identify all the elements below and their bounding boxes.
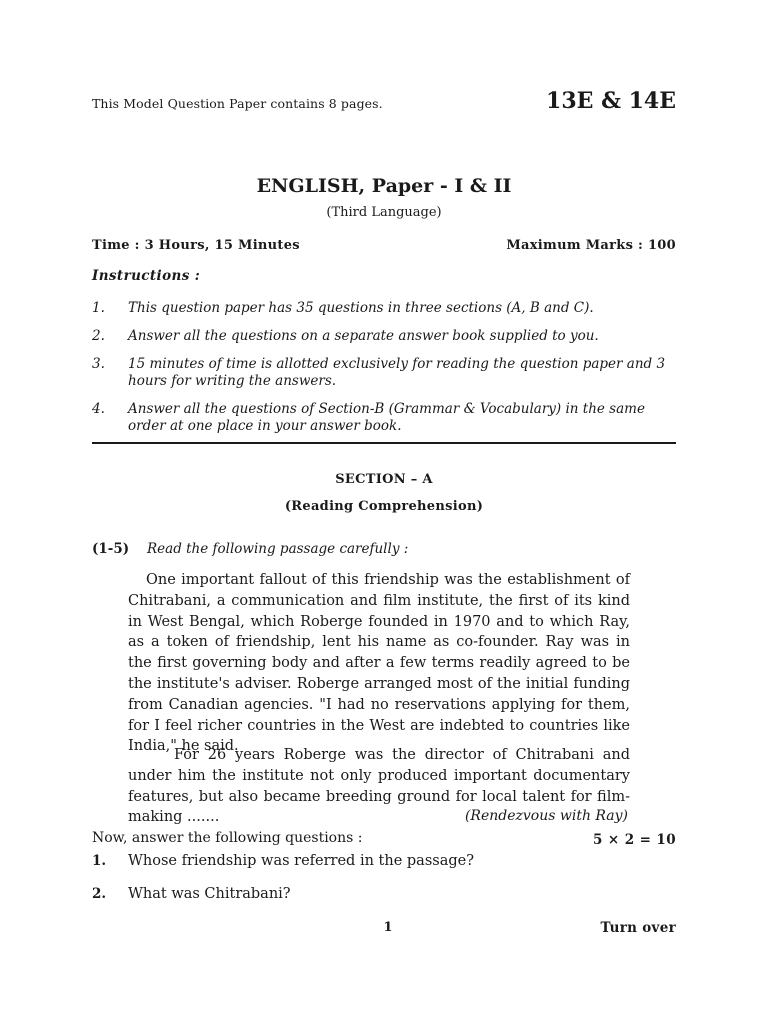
- instruction-item: [92, 328, 676, 345]
- instruction-item: [92, 300, 676, 317]
- passage-paragraph: For 26 years Roberge was the director of Chitrabani and under him the institute not only produced important documentary features, but also became breeding ground for local talent for film-making .......: [128, 747, 630, 826]
- section-subheading: (Reading Comprehension): [284, 499, 484, 514]
- instruction-number: 3.: [92, 356, 105, 372]
- divider-rule: [92, 442, 676, 444]
- instruction-text: This question paper has 35 questions in three sections (A, B and C).: [128, 300, 594, 316]
- passage-source: (Rendezvous with Ray): [464, 808, 628, 824]
- paper-code: 13E & 14E: [546, 88, 676, 114]
- paper-subtitle: (Third Language): [326, 205, 442, 220]
- instructions-heading: Instructions :: [92, 268, 201, 284]
- instruction-item: [92, 401, 676, 435]
- instructions-list: [92, 300, 676, 446]
- page-number: 1: [383, 920, 393, 935]
- instruction-text: Answer all the questions on a separate answer book supplied to you.: [128, 328, 599, 344]
- page-count-note: This Model Question Paper contains 8 pages.: [92, 96, 383, 111]
- instruction-text: Answer all the questions of Section-B (Grammar & Vocabulary) in the same order at one place in your answer book.: [128, 401, 645, 434]
- question-range: (1-5): [92, 541, 130, 557]
- answer-instruction: Now, answer the following questions :: [92, 830, 363, 846]
- passage-paragraph: One important fallout of this friendship was the establishment of Chitrabani, a communication and film institute, the first of its kind in West Bengal, which Roberge founded in 1970 and to which Ray, as a token of friendship, lent his name as co-founder. Ray was in the first governing body and after a few terms readily agreed to be the institute's adviser. Roberge arranged most of the initial funding from Canadian agencies. "I had no reservations applying for them, for I feel richer countries in the West are indebted to countries like India," he said.: [128, 572, 630, 755]
- question-instruction: Read the following passage carefully :: [147, 541, 409, 557]
- question-text: What was Chitrabani?: [128, 886, 291, 902]
- instruction-item: [92, 356, 676, 390]
- marks-formula: 5 × 2 = 10: [593, 832, 676, 848]
- instruction-number: 2.: [92, 328, 105, 344]
- turn-over-note: Turn over: [600, 920, 676, 936]
- time-allowed: Time : 3 Hours, 15 Minutes: [92, 238, 300, 253]
- instruction-text: 15 minutes of time is allotted exclusively for reading the question paper and 3 hours for writing the answers.: [128, 356, 666, 389]
- section-heading: SECTION – A: [335, 472, 433, 487]
- question-item: [92, 853, 474, 869]
- instruction-number: 1.: [92, 300, 105, 316]
- instruction-number: 4.: [92, 401, 105, 417]
- question-text: Whose friendship was referred in the passage?: [128, 853, 474, 869]
- maximum-marks: Maximum Marks : 100: [506, 238, 676, 253]
- paper-title: ENGLISH, Paper - I & II: [256, 175, 512, 197]
- question-item: [92, 886, 291, 902]
- question-number: 1.: [92, 853, 107, 869]
- question-number: 2.: [92, 886, 107, 902]
